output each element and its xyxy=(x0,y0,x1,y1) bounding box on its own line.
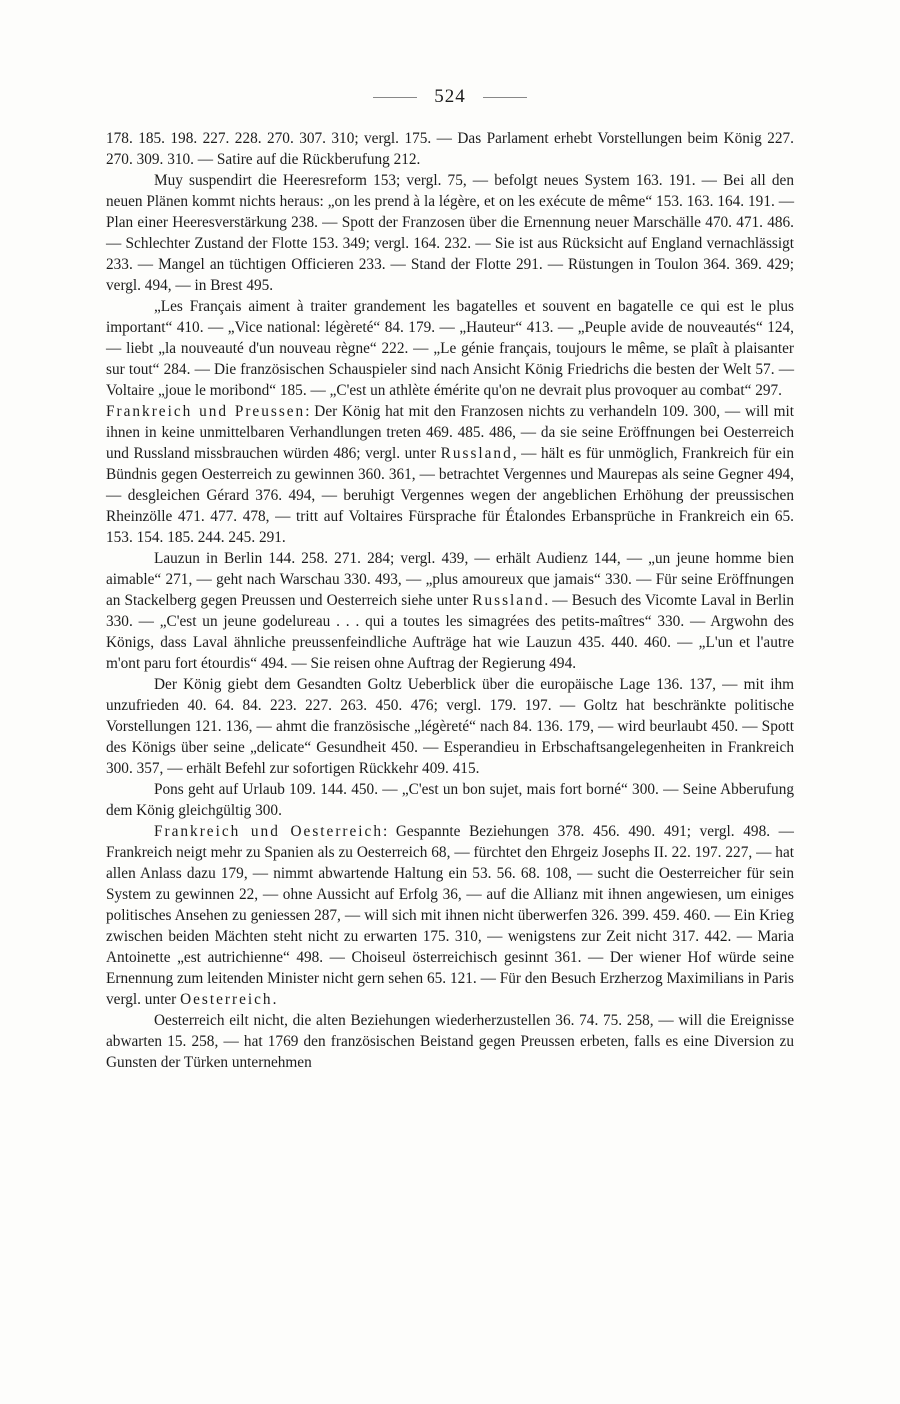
paragraph-text: 178. 185. 198. 227. 228. 270. 307. 310; vergl. 175. — Das Parlament erhebt Vorstellungen beim König 227. 270. 309. 310. — Satire auf die Rückberufung 212. xyxy=(106,130,794,168)
index-heading-term: Frankreich und Preussen xyxy=(106,403,306,420)
index-heading-term: Oesterreich xyxy=(180,991,273,1008)
paragraph-text: Muy suspendirt die Heeresreform 153; vergl. 75, — befolgt neues System 163. 191. — Bei all den neuen Plänen kommt nichts heraus: „on les prend à la légère, et on les exécute de même“ 153. 163. 164. 191. — Plan einer Heeresverstärkung 238. — Spott der Franzosen über die Ernennung neuer Marschälle 470. 471. 486. — Schlechter Zustand der Flotte 153. 349; vergl. 164. 232. — Sie ist aus Rücksicht auf England vernachlässigt 233. — Mangel an tüchtigen Officieren 233. — Stand der Flotte 291. — Rüstungen in Toulon 364. 369. 429; vergl. 494, — in Brest 495. xyxy=(106,172,794,294)
index-text xyxy=(106,128,794,1073)
page-number: 524 xyxy=(434,86,466,107)
paragraph-text: Lauzun in Berlin 144. 258. 271. 284; vergl. 439, — erhält Audienz 144, — „un jeune homme bien aimable“ 271, — geht nach Warschau 330. 493, — „plus amoureux que jamais“ 330. — Für seine Eröffnungen an Stackelberg gegen Preussen und Oesterreich siehe unter xyxy=(106,550,794,609)
index-paragraph xyxy=(106,821,794,1010)
header-rule-left xyxy=(373,97,417,98)
paragraph-text: : Gespannte Beziehungen 378. 456. 490. 491; vergl. 498. — Frankreich neigt mehr zu Spanien als zu Oesterreich 68, — fürchtet den Ehrgeiz Josephs II. 22. 197. 227, — hat allen Anlass dazu 179, — nimmt abwartende Haltung ein 53. 56. 68. 108, — sucht die Oesterreicher für sein System zu gewinnen 22, — ohne Aussicht auf Erfolg 36, — auf die Allianz mit ihnen angewiesen, um einiges politisches Ansehen zu geniessen 287, — will sich mit ihnen nicht überwerfen 326. 399. 459. 460. — Ein Krieg zwischen beiden Mächten steht nicht zu erwarten 175. 310, — wenigstens zur Zeit nicht 317. 442. — Maria Antoinette „est autrichienne“ 498. — Choiseul österreichisch gesinnt 361. — Der wiener Hof würde seine Ernennung zum leitenden Minister nicht gern sehen 65. 121. — Für den Besuch Erzherzog Maximilians in Paris vergl. unter xyxy=(106,823,794,1008)
page-header xyxy=(0,86,900,110)
index-paragraph xyxy=(106,296,794,401)
paragraph-text: Der König giebt dem Gesandten Goltz Ueberblick über die europäische Lage 136. 137, — mit ihm unzufrieden 40. 64. 84. 223. 227. 263. 450. 476; vergl. 179. 197. — Goltz hat beschränkte politische Vorstellungen 121. 136, — ahmt die französische „légèreté“ nach 84. 136. 179, — wird beurlaubt 450. — Spott des Königs über seine „delicate“ Gesundheit 450. — Esperandieu in Erbschaftsangelegenheiten in Frankreich 300. 357, — erhält Befehl zur sofortigen Rückkehr 409. 415. xyxy=(106,676,794,777)
paragraph-text: : Der König hat mit den Franzosen nichts zu verhandeln 109. 300, — will mit ihnen in keine unmittelbaren Verhandlungen treten 469. 485. 486, — da sie seine Eröffnungen bei Oesterreich und Russland missbrauchen würden 486; vergl. unter xyxy=(106,403,794,462)
paragraph-text: Pons geht auf Urlaub 109. 144. 450. — „C'est un bon sujet, mais fort borné“ 300. — Seine Abberufung dem König gleichgültig 300. xyxy=(106,781,794,819)
index-heading-term: Russland xyxy=(472,592,545,609)
paragraph-text: . — Besuch des Vicomte Laval in Berlin 330. — „C'est un jeune godelureau . . . qui a toutes les simagrées des petits-maîtres“ 330. — Argwohn des Königs, dass Laval ähnliche preussenfeindliche Aufträge hat wie Lauzun 435. 440. 460. — „L'un et l'autre m'ont paru fort étourdis“ 494. — Sie reisen ohne Auftrag der Regierung 494. xyxy=(106,592,794,672)
paragraph-text: „Les Français aiment à traiter grandement les bagatelles et souvent en bagatelle ce qui est le plus important“ 410. — „Vice national: légèreté“ 84. 179. — „Hauteur“ 413. — „Peuple avide de nouveautés“ 124, — liebt „la nouveauté d'un nouveau règne“ 222. — „Le génie français, toujours le même, se plaît à plaisanter sur tout“ 284. — Die französischen Schauspieler sind nach Ansicht König Friedrichs die besten der Welt 57. — Voltaire „joue le moribond“ 185. — „C'est un athlète émérite qu'on ne devrait plus provoquer au combat“ 297. xyxy=(106,298,794,399)
index-paragraph xyxy=(106,779,794,821)
header-rule-right xyxy=(483,97,527,98)
index-paragraph xyxy=(106,548,794,674)
index-paragraph xyxy=(106,170,794,296)
index-heading-term: Russland xyxy=(440,445,513,462)
paragraph-text: . xyxy=(272,991,277,1008)
index-paragraph xyxy=(106,401,794,548)
index-paragraph xyxy=(106,674,794,779)
index-heading-term: Frankreich und Oesterreich xyxy=(154,823,383,840)
index-paragraph xyxy=(106,128,794,170)
paragraph-text: , — hält es für unmöglich, Frankreich für ein Bündnis gegen Oesterreich zu gewinnen 360. 361, — betrachtet Vergennes und Maurepas als seine Gegner 494, — desgleichen Gérard 376. 494, — beruhigt Vergennes wegen der angeblichen Erhöhung der preussischen Rheinzölle 471. 477. 478, — tritt auf Voltaires Fürsprache für Étalondes Erbansprüche in Frankreich ein 65. 153. 154. 185. 244. 245. 291. xyxy=(106,445,794,546)
index-paragraph xyxy=(106,1010,794,1073)
paragraph-text: Oesterreich eilt nicht, die alten Beziehungen wiederherzustellen 36. 74. 75. 258, — will die Ereignisse abwarten 15. 258, — hat 1769 den französischen Beistand gegen Preussen erbeten, falls es eine Diversion zu Gunsten der Türken unternehmen xyxy=(106,1012,794,1071)
